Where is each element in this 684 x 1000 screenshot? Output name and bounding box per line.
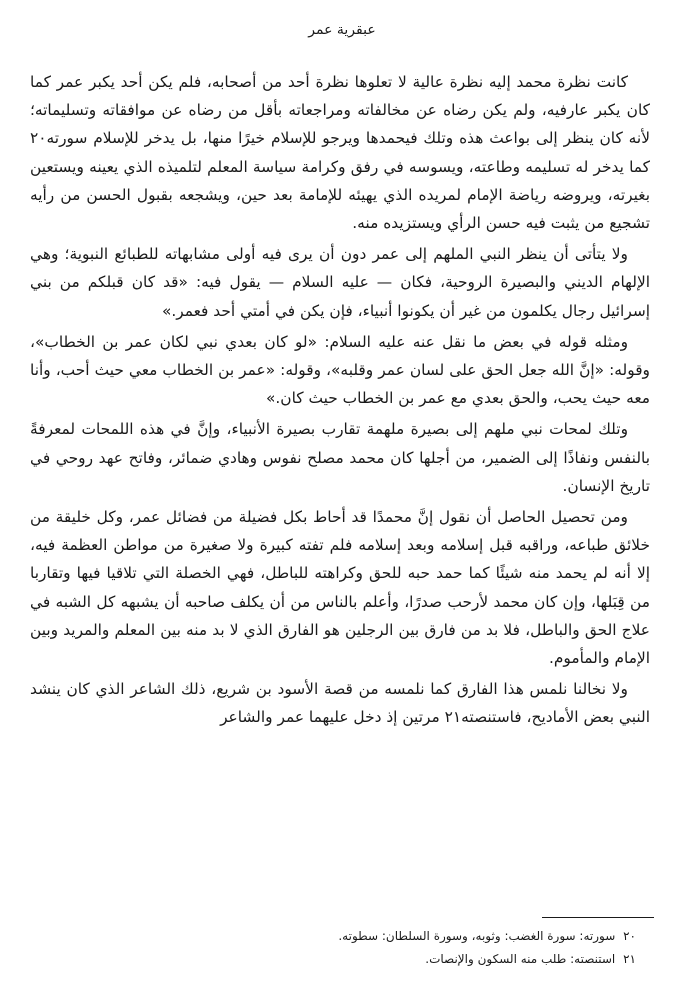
footnote-divider [542, 917, 654, 918]
paragraph: ولا يتأتى أن ينظر النبي الملهم إلى عمر دون أن يرى فيه أولى مشابهاته للطبائع النبوية؛ وهي الإلهام الديني والبصيرة الروحية، فكان — عليه السلام — يقول فيه: «قد كان قبلكم من بني إسرائيل رجال يكلمون من غير أن يكونوا أنبياء، فإن يكن في أمتي أحد فعمر.» [30, 245, 650, 320]
footnote-text: استنصته: طلب منه السكون والإنصات. [425, 952, 616, 966]
footnote-number: ٢٠ [623, 929, 636, 943]
body-text [30, 68, 650, 735]
paragraph: ومن تحصيل الحاصل أن نقول إنَّ محمدًا قد أحاط بكل فضيلة من فضائل عمر، وكل خليقة من خلائق طباعه، وراقبه قبل إسلامه وبعد إسلامه فلم تفته كبيرة ولا صغيرة من مواطن العظمة فيه، إلا أنه لم يحمد منه شيئًا كما حمد حبه للحق وكراهته للباطل، فهي الخصلة التي تلاقيا فيها وتقاربا من قِبَلها، وإن كان محمد لأرحب صدرًا، وأعلم بالناس من أن يكلف صاحبه أن يشبهه كل الشبه في علاج الحق والباطل، فلا بد من فارق بين الرجلين هو الفارق الذي لا بد منه بين المعلم والمريد وبين الإمام والمأموم. [30, 508, 650, 668]
footnote [30, 948, 650, 971]
paragraph: ومثله قوله في بعض ما نقل عنه عليه السلام: «لو كان بعدي نبي لكان عمر بن الخطاب»، وقوله: «إنَّ الله جعل الحق على لسان عمر وقلبه»، وقوله: «عمر بن الخطاب معي حيث أحب، وأنا معه حيث يحب، والحق بعدي مع عمر بن الخطاب حيث كان.» [30, 332, 650, 408]
running-header: عبقرية عمر [308, 22, 376, 38]
footnote [30, 925, 650, 948]
paragraph: كانت نظرة محمد إليه نظرة عالية لا تعلوها نظرة أحد من أصحابه، فلم يكن أحد يكبر عمر كما كان يكبر عارفيه، ولم يكن رضاه عن مخالفاته ومراجعاته بأقل من رضاه عن موافقاته وتسليماته؛ لأنه كان ينظر إلى بواعث هذه وتلك فيحمدها ويرجو للإسلام خيرًا منها، بل يدخر للإسلام سورته٢٠ كما يدخر له تسليمه وطاعته، ويسوسه في رفق وكرامة سياسة المعلم لتلميذه الذي يعينه ويستعين بغيرته، ويروضه رياضة الإمام لمريده الذي يهيئه للإمامة بعد حين، ويشجعه بقبول الحسن من رأيه تشجيع من يثبت فيه حسن الرأي ويستزيده منه. [30, 73, 650, 233]
footnotes [30, 925, 650, 971]
paragraph: وتلك لمحات نبي ملهم إلى بصيرة ملهمة تقارب بصيرة الأنبياء، وإنَّ في هذه اللمحات لمعرفةً بالنفس ونفاذًا إلى الضمير، من أجلها كان محمد مصلح نفوس وهادي ضمائر، وفاتح عهد روحي في تاريخ الإنسان. [30, 420, 650, 495]
paragraph: ولا نخالنا نلمس هذا الفارق كما نلمسه من قصة الأسود بن شريع، ذلك الشاعر الذي كان ينشد النبي بعض الأماديح، فاستنصته٢١ مرتين إذ دخل عليهما عمر والشاعر [30, 680, 650, 727]
footnote-text: سورته: سورة الغضب: وثوبه، وسورة السلطان: سطوته. [338, 929, 616, 943]
footnote-number: ٢١ [623, 952, 636, 966]
